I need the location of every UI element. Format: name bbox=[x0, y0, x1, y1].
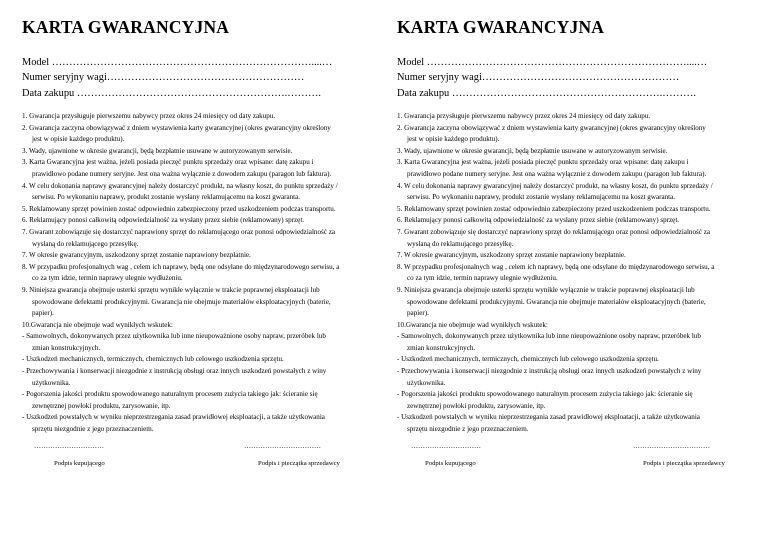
term-line: co za tym idzie, termin naprawy ulegnie wydłużeniu. bbox=[407, 274, 558, 283]
term-line: 2. Gwarancja zaczyna obowiązywać z dniem wystawienia karty gwarancyjnej (okres gwarancyjny określony bbox=[397, 123, 706, 132]
buyer-signature-line: ………………………… bbox=[411, 442, 481, 450]
term-line: sprzętu niezgodnie z jego przeznaczeniem. bbox=[407, 425, 529, 434]
term-line: - Samowolnych, dokonywanych przez użytkownika lub inne nieupoważnione osoby napraw, przeróbek lub bbox=[397, 332, 701, 341]
term-line: prawidłowo podane numery seryjne. Jest ona ważna wyłącznie z dowodem zakupu (paragon lub faktura). bbox=[407, 169, 707, 178]
term-line: - Przechowywania i konserwacji niezgodnie z instrukcją obsługi oraz innych uszkodzeń powstałych z winy bbox=[397, 367, 702, 376]
term-line: - Przechowywania i konserwacji niezgodnie z instrukcją obsługi oraz innych uszkodzeń powstałych z winy bbox=[22, 367, 327, 376]
term-line: 1. Gwarancja przysługuje pierwszemu nabywcy przez okres 24 miesięcy od daty zakupu. bbox=[22, 112, 276, 120]
term-line: 8. W przypadku profesjonalnych wag , celem ich naprawy, będą one odsyłane do międzynarodowego serwisu, a bbox=[22, 262, 340, 271]
purchase-date-field: Data zakupu …………………………………………………….………. bbox=[22, 88, 321, 99]
seller-signature-line: …………………………… bbox=[244, 442, 321, 450]
buyer-signature-label: Podpis kupującego bbox=[425, 460, 476, 467]
term-line: 6. Reklamujący ponosi całkowitą odpowiedzialność za wysłany przez siebie (reklamowany) sprzęt. bbox=[22, 216, 305, 225]
card-title: KARTA GWARANCYJNA bbox=[397, 17, 605, 37]
buyer-signature-label: Podpis kupującego bbox=[54, 460, 105, 467]
term-line: 9. Niniejsza gwarancja obejmuje usterki sprzętu wynikłe wyłącznie w trakcie poprawnej eksploatacji lub bbox=[397, 285, 695, 294]
term-line: 7. Gwarant zobowiązuje się dostarczyć naprawiony sprzęt do reklamującego oraz ponosi odpowiedzialność za bbox=[22, 227, 335, 236]
term-line: 3. Wady, ujawnione w okresie gwarancji, będą bezpłatnie usuwane w autoryzowanym serwisie. bbox=[22, 146, 293, 155]
term-line: 10.Gwarancja nie obejmuje wad wynikłych wskutek: bbox=[397, 320, 548, 329]
term-line: 7. W okresie gwarancyjnym, uszkodzony sprzęt zostanie naprawiony bezpłatnie. bbox=[22, 251, 251, 260]
term-line: 4. W celu dokonania naprawy gwarancyjnej należy dostarczyć produkt, na własny koszt, do punktu sprzedaży / bbox=[397, 181, 713, 190]
term-line: 3. Karta Gwarancyjna jest ważna, jeżeli posiada pieczęć punktu sprzedaży oraz wpisane: datę zakupu i bbox=[22, 158, 314, 167]
term-line: prawidłowo podane numery seryjne. Jest ona ważna wyłącznie z dowodem zakupu (paragon lub faktura). bbox=[32, 169, 332, 178]
term-line: wysłaną do reklamującego przesyłkę. bbox=[407, 239, 514, 248]
warranty-terms bbox=[397, 111, 759, 436]
term-line: użytkownika. bbox=[32, 378, 71, 387]
term-line: 4. W celu dokonania naprawy gwarancyjnej należy dostarczyć produkt, na własny koszt, do punktu sprzedaży / bbox=[22, 181, 338, 190]
term-line: 7. W okresie gwarancyjnym, uszkodzony sprzęt zostanie naprawiony bezpłatnie. bbox=[397, 251, 626, 260]
model-field: Model …………………………………………………………………....… bbox=[397, 57, 708, 68]
buyer-signature-line: ………………………… bbox=[34, 442, 104, 450]
term-line: sprzętu niezgodnie z jego przeznaczeniem. bbox=[32, 425, 154, 434]
term-line: 10.Gwarancja nie obejmuje wad wynikłych wskutek: bbox=[22, 320, 173, 329]
term-line: 2. Gwarancja zaczyna obowiązywać z dniem wystawienia karty gwarancyjnej (okres gwarancyjny określony bbox=[22, 123, 331, 132]
term-line: zmian konstrukcyjnych. bbox=[32, 343, 101, 352]
term-line: 7. Gwarant zobowiązuje się dostarczyć naprawiony sprzęt do reklamującego oraz ponosi odpowiedzialność za bbox=[397, 227, 710, 236]
term-line: spowodowane defektami produkcyjnymi. Gwarancja nie obejmuje materiałów eksploatacyjnych (baterie, bbox=[32, 297, 331, 306]
term-line: wysłaną do reklamującego przesyłkę. bbox=[32, 239, 139, 248]
serial-number-field: Numer seryjny wagi………………………………………………… bbox=[22, 72, 305, 83]
term-line: - Pogorszenia jakości produktu spowodowanego naturalnym procesem zużycia takiego jak: ścieranie się bbox=[22, 390, 318, 399]
term-line: papier). bbox=[32, 309, 54, 318]
serial-number-field: Numer seryjny wagi………………………………………………… bbox=[397, 72, 680, 83]
term-line: serwisu. Po wykonaniu naprawy, produkt zostanie wysłany reklamującemu na koszt gwaranta. bbox=[407, 193, 676, 202]
term-line: serwisu. Po wykonaniu naprawy, produkt zostanie wysłany reklamującemu na koszt gwaranta. bbox=[32, 193, 301, 202]
term-line: zewnętrznej powłoki produktu, zarysowanie, itp. bbox=[407, 401, 546, 410]
term-line: - Samowolnych, dokonywanych przez użytkownika lub inne nieupoważnione osoby napraw, przeróbek lub bbox=[22, 332, 326, 341]
model-field: Model …………………………………………………………………....… bbox=[22, 57, 333, 68]
term-line: - Uszkodzeń mechanicznych, termicznych, chemicznych lub celowego uszkodzenia sprzętu. bbox=[22, 355, 284, 364]
term-line: zmian konstrukcyjnych. bbox=[407, 343, 476, 352]
term-line: użytkownika. bbox=[407, 378, 446, 387]
term-line: 5. Reklamowany sprzęt powinien zostać odpowiednio zabezpieczony przed uszkodzeniem podczas transportu. bbox=[397, 204, 711, 213]
term-line: 5. Reklamowany sprzęt powinien zostać odpowiednio zabezpieczony przed uszkodzeniem podczas transportu. bbox=[22, 204, 336, 213]
term-line: 9. Niniejsza gwarancja obejmuje usterki sprzętu wynikłe wyłącznie w trakcie poprawnej eksploatacji lub bbox=[22, 285, 320, 294]
term-line: 3. Wady, ujawnione w okresie gwarancji, będą bezpłatnie usuwane w autoryzowanym serwisie. bbox=[397, 146, 668, 155]
seller-signature-label: Podpis i pieczątka sprzedawcy bbox=[643, 460, 725, 467]
term-line: jest w opisie każdego produktu). bbox=[407, 135, 500, 144]
warranty-terms bbox=[22, 111, 384, 436]
card-title: KARTA GWARANCYJNA bbox=[22, 17, 230, 37]
term-line: 8. W przypadku profesjonalnych wag , celem ich naprawy, będą one odsyłane do międzynarodowego serwisu, a bbox=[397, 262, 715, 271]
term-line: - Uszkodzeń powstałych w wyniku nieprzestrzegania zasad prawidłowej eksploatacji, a także użytkowania bbox=[397, 413, 700, 422]
seller-signature-line: …………………………… bbox=[633, 442, 710, 450]
term-line: zewnętrznej powłoki produktu, zarysowanie, itp. bbox=[32, 401, 171, 410]
term-line: - Uszkodzeń powstałych w wyniku nieprzestrzegania zasad prawidłowej eksploatacji, a także użytkowania bbox=[22, 413, 325, 422]
term-line: 1. Gwarancja przysługuje pierwszemu nabywcy przez okres 24 miesięcy od daty zakupu. bbox=[397, 112, 651, 120]
seller-signature-label: Podpis i pieczątka sprzedawcy bbox=[258, 460, 340, 467]
term-line: 6. Reklamujący ponosi całkowitą odpowiedzialność za wysłany przez siebie (reklamowany) sprzęt. bbox=[397, 216, 680, 225]
term-line: - Uszkodzeń mechanicznych, termicznych, chemicznych lub celowego uszkodzenia sprzętu. bbox=[397, 355, 659, 364]
purchase-date-field: Data zakupu …………………………………………………….………. bbox=[397, 88, 696, 99]
term-line: - Pogorszenia jakości produktu spowodowanego naturalnym procesem zużycia takiego jak: ścieranie się bbox=[397, 390, 693, 399]
term-line: spowodowane defektami produkcyjnymi. Gwarancja nie obejmuje materiałów eksploatacyjnych (baterie, bbox=[407, 297, 706, 306]
term-line: 3. Karta Gwarancyjna jest ważna, jeżeli posiada pieczęć punktu sprzedaży oraz wpisane: datę zakupu i bbox=[397, 158, 689, 167]
term-line: co za tym idzie, termin naprawy ulegnie wydłużeniu. bbox=[32, 274, 183, 283]
term-line: papier). bbox=[407, 309, 429, 318]
term-line: jest w opisie każdego produktu). bbox=[32, 135, 125, 144]
